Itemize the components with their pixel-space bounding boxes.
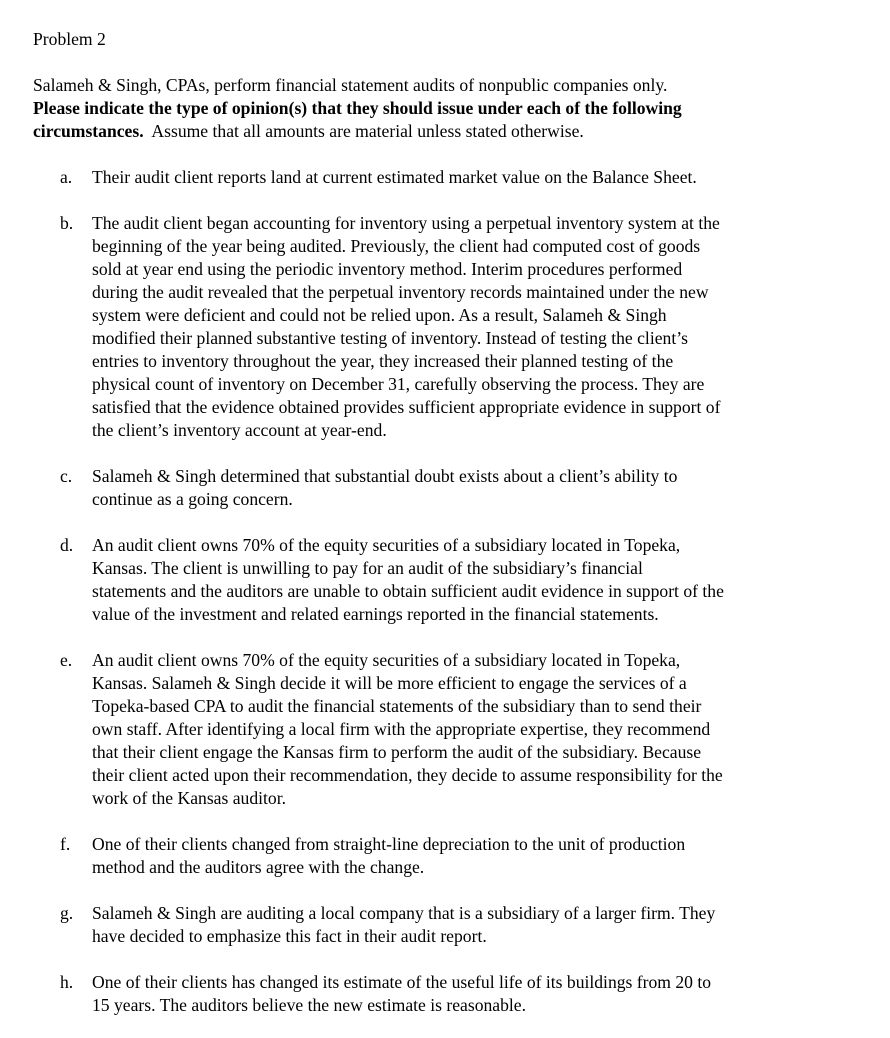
list-item-letter: c. [60, 466, 73, 486]
intro-assumption: Assume that all amounts are material unless stated otherwise. [143, 121, 584, 141]
list-item-text: Salameh & Singh are auditing a local company that is a subsidiary of a larger firm. They have decided to emphasize this fact in their audit report. [92, 903, 716, 946]
list-item-text: One of their clients has changed its estimate of the useful life of its buildings from 20 to 15 years. The auditors believe the new estimate is reasonable. [92, 972, 712, 1015]
list-item-letter: d. [60, 535, 74, 555]
list-item-letter: e. [60, 650, 73, 670]
list-item-d [60, 534, 820, 626]
list-item-letter: b. [60, 213, 74, 233]
problem-title: Problem 2 [33, 29, 106, 49]
list-item-letter: g. [60, 903, 74, 923]
list-item-f [60, 833, 820, 879]
list-item-text: An audit client owns 70% of the equity securities of a subsidiary located in Topeka, Kansas. The client is unwilling to pay for an audit of the subsidiary’s financial statements and the auditors are unable to obtain sufficient audit evidence in support of the value of the investment and related earnings reported in the financial statements. [92, 535, 724, 624]
list-item-text: Their audit client reports land at current estimated market value on the Balance Sheet. [92, 167, 697, 187]
list-item-e [60, 649, 820, 810]
list-item-c [60, 465, 820, 511]
intro-sentence: Salameh & Singh, CPAs, perform financial statement audits of nonpublic companies only. [33, 75, 668, 95]
intro-instruction: Please indicate the type of opinion(s) that they should issue under each of the following circumstances. [33, 98, 682, 141]
list-item-letter: h. [60, 972, 74, 992]
list-item-letter: a. [60, 167, 73, 187]
list-item-g [60, 902, 820, 948]
list-item-a [60, 166, 820, 189]
list-item-letter: f. [60, 834, 71, 854]
list-item-b [60, 212, 820, 442]
list-item-h [60, 971, 820, 1017]
intro-paragraph [33, 74, 833, 143]
list-item-text: One of their clients changed from straight-line depreciation to the unit of production method and the auditors agree with the change. [92, 834, 686, 877]
list-item-text: Salameh & Singh determined that substantial doubt exists about a client’s ability to continue as a going concern. [92, 466, 678, 509]
list-item-text: The audit client began accounting for inventory using a perpetual inventory system at the beginning of the year being audited. Previously, the client had computed cost of goods sold at year end using the periodic inventory method. Interim procedures performed during the audit revealed that the perpetual inventory records maintained under the new system were deficient and could not be relied upon. As a result, Salameh & Singh modified their planned substantive testing of inventory. Instead of testing the client’s entries to inventory throughout the year, they increased their planned testing of the physical count of inventory on December 31, carefully observing the process. They are satisfied that the evidence obtained provides sufficient appropriate evidence in support of the client’s inventory account at year-end. [92, 213, 721, 440]
list-item-text: An audit client owns 70% of the equity securities of a subsidiary located in Topeka, Kansas. Salameh & Singh decide it will be more efficient to engage the services of a Topeka-based CPA to audit the financial statements of the subsidiary than to send their own staff. After identifying a local firm with the appropriate expertise, they recommend that their client engage the Kansas firm to perform the audit of the subsidiary. Because their client acted upon their recommendation, they decide to assume responsibility for the work of the Kansas auditor. [92, 650, 723, 808]
